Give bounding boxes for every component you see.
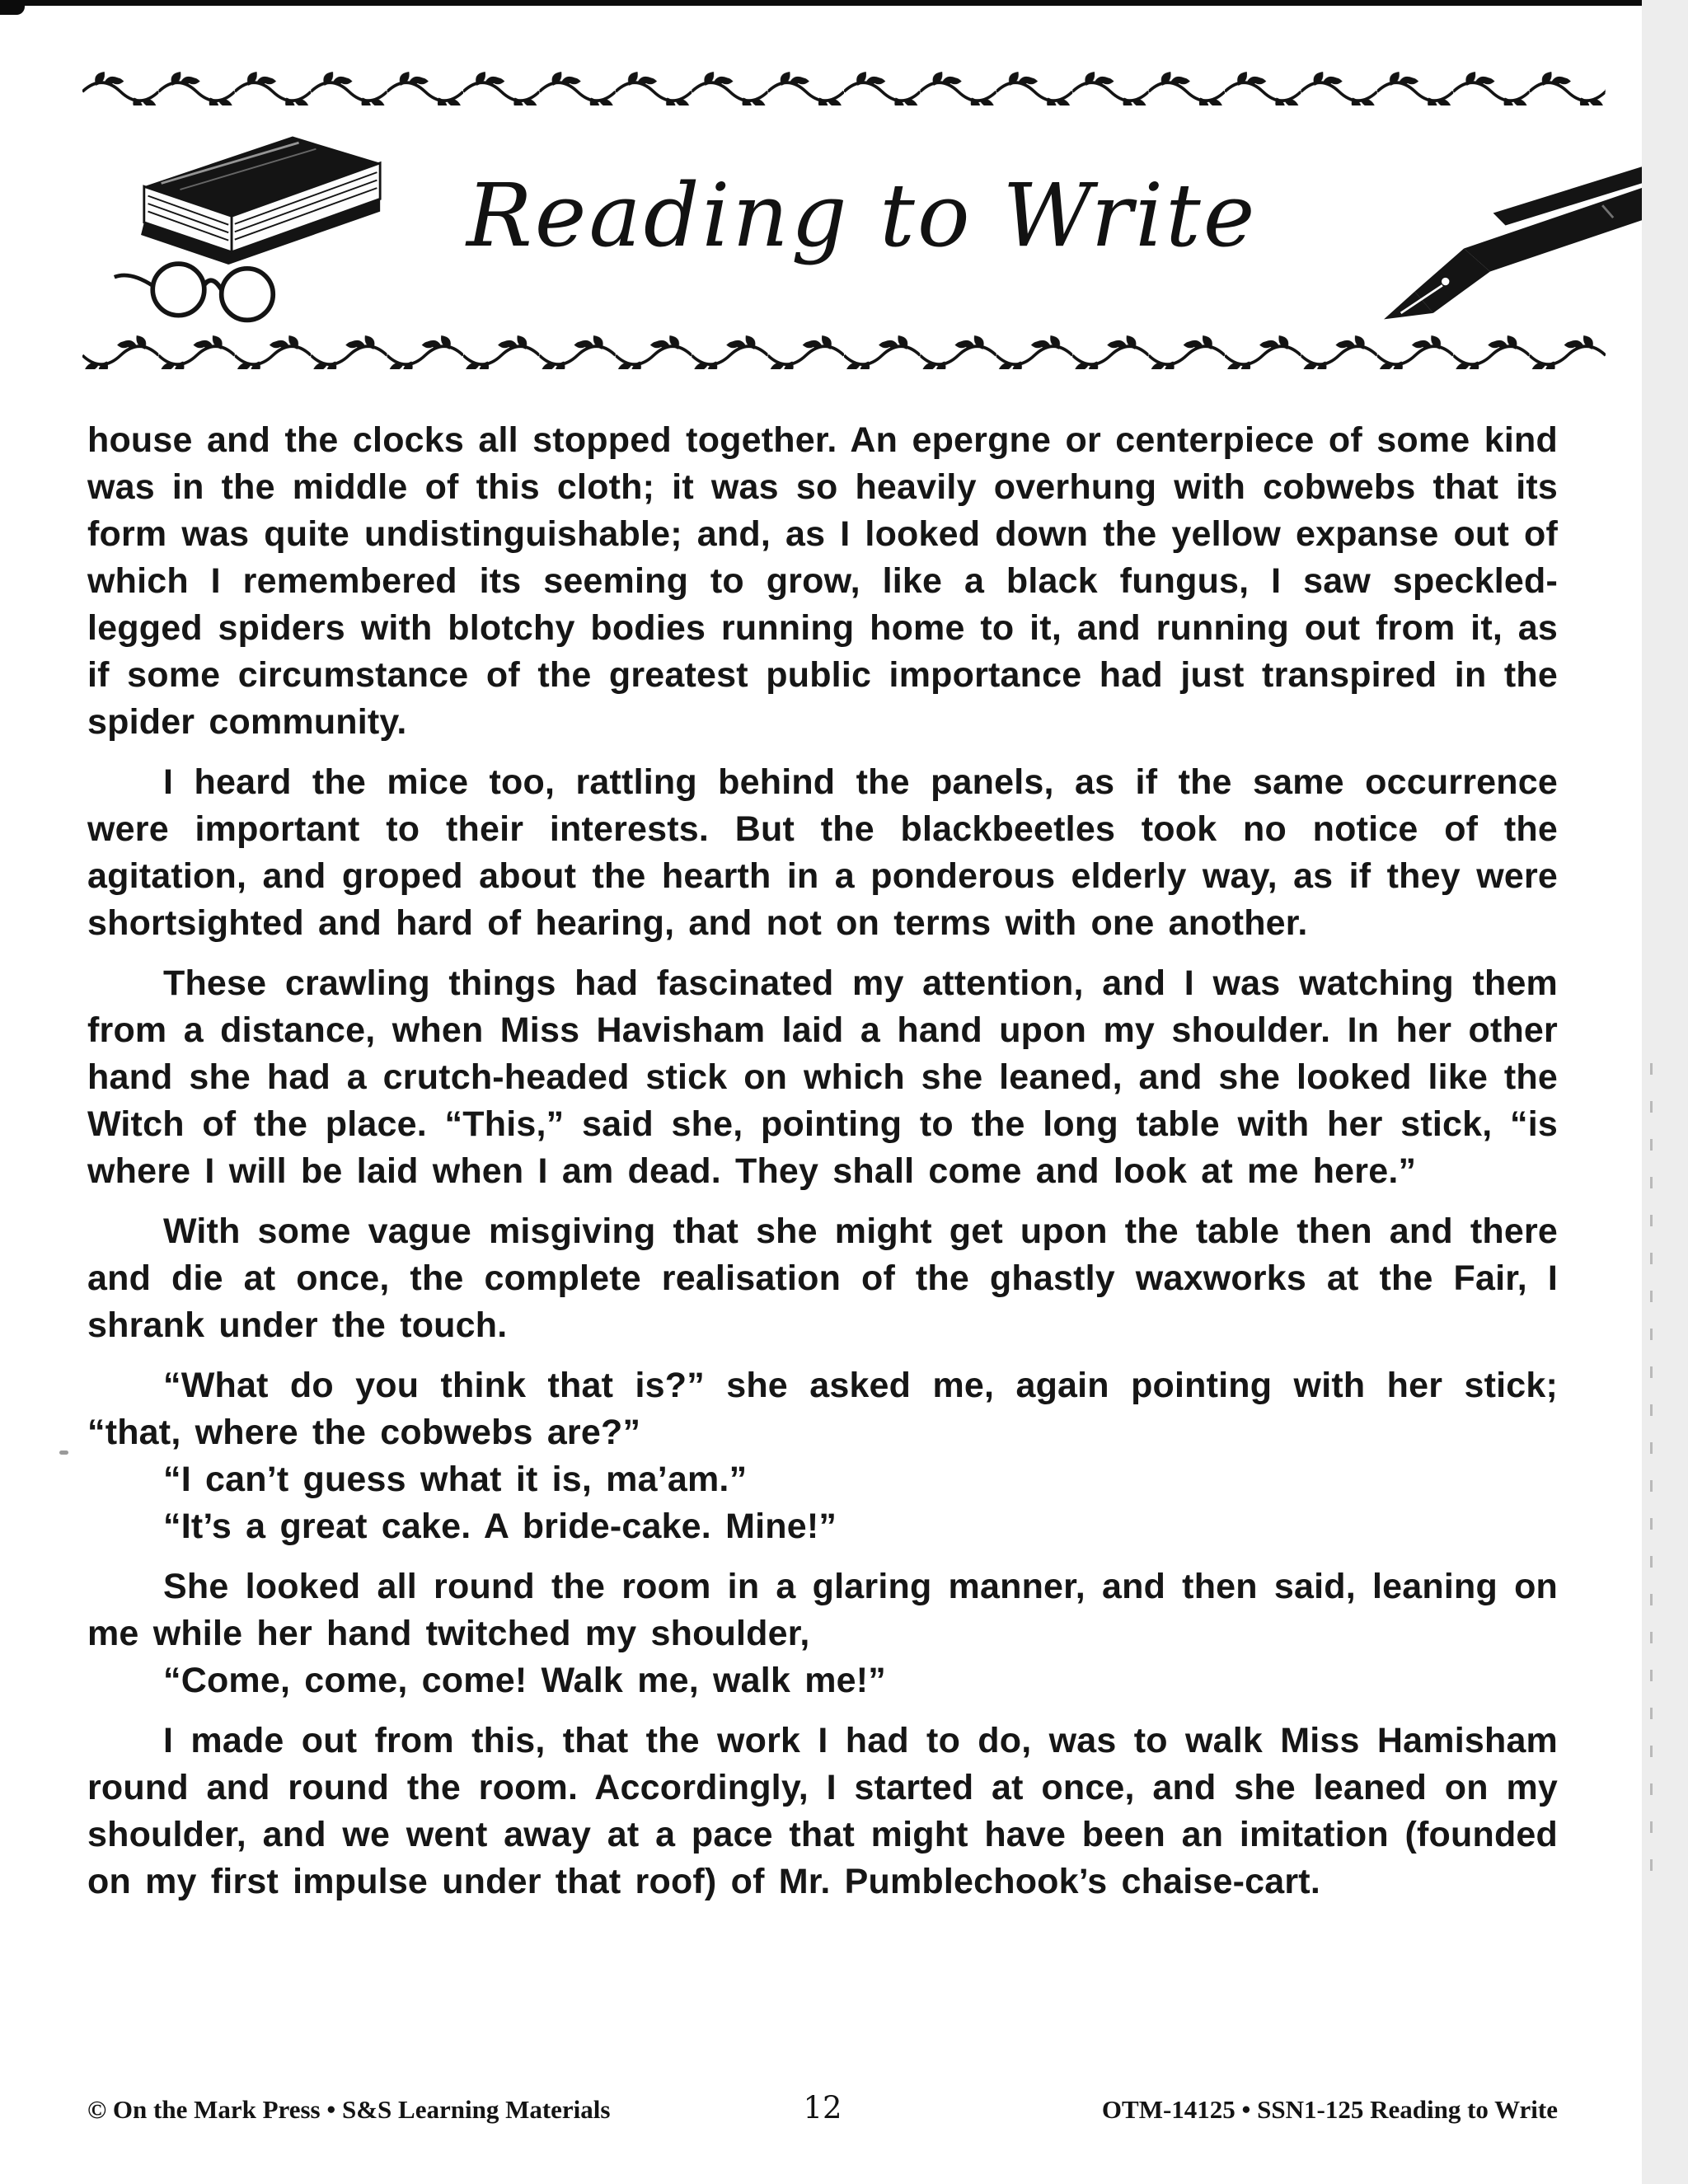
header-row xyxy=(82,105,1606,335)
paragraph: house and the clocks all stopped together. An epergne or centerpiece of some kind was in the middle of this cloth; it was so heavily overhung with cobwebs that its form was quite undistinguishable; and, as I looked down the yellow expanse out of which I remembered its seeming to grow, like a black fungus, I saw speckled-legged spiders with blotchy bodies running home to it, and running out from it, as if some circumstance of the greatest public importance had just transpired in the spider community. xyxy=(87,420,1558,742)
paragraph: “It’s a great cake. A bride-cake. Mine!” xyxy=(163,1507,837,1546)
paragraph: These crawling things had fascinated my attention, and I was watching them from a distance, when Miss Havisham laid a hand upon my shoulder. In her other hand she had a crutch-headed stick on which she leaned, and she looked like the Witch of the place. “This,” said she, pointing to the long table with her stick, “is where I will be laid when I am dead. They shall come and look at me here.” xyxy=(87,963,1558,1191)
paragraph: “Come, come, come! Walk me, walk me!” xyxy=(163,1661,886,1700)
fountain-pen-icon xyxy=(1258,134,1688,327)
book-with-eyeglasses-icon xyxy=(87,115,467,326)
paragraph: I made out from this, that the work I had to do, was to walk Miss Hamisham round and round the room. Accordingly, I started at once, and she leaned on my shoulder, and we went away at a pace that might have been an imitation (founded on my first impulse under that roof) of Mr. Pumblechook’s chaise-cart. xyxy=(87,1721,1558,1901)
text-body xyxy=(87,417,1558,1905)
paragraph: “What do you think that is?” she asked me, again pointing with her stick; “that, where the cobwebs are?” xyxy=(87,1366,1558,1452)
header xyxy=(82,71,1606,369)
scan-edge-top xyxy=(25,0,1688,6)
scan-edge-right xyxy=(1642,0,1688,2184)
scan-speckle xyxy=(59,1451,68,1455)
footer xyxy=(87,2090,1558,2125)
footer-page-number: 12 xyxy=(803,2090,842,2125)
footer-publisher: © On the Mark Press • S&S Learning Materials xyxy=(87,2095,611,2124)
paragraph: She looked all round the room in a glaring manner, and then said, leaning on me while her hand twitched my shoulder, xyxy=(87,1567,1558,1653)
footer-product-code: OTM-14125 • SSN1-125 Reading to Write xyxy=(1101,2095,1558,2124)
paragraph: “I can’t guess what it is, ma’am.” xyxy=(163,1460,748,1499)
paragraph: With some vague misgiving that she might get upon the table then and there and die at once, the complete realisation of the ghastly waxworks at the Fair, I shrank under the touch. xyxy=(87,1212,1558,1345)
vine-border-top-icon xyxy=(82,71,1606,105)
paragraph: I heard the mice too, rattling behind the panels, as if the same occurrence were important to their interests. But the blackbeetles took no notice of the agitation, and groped about the hearth in a ponderous elderly way, as if they were shortsighted and hard of hearing, and not on terms with one another. xyxy=(87,762,1558,943)
page-title: Reading to Write xyxy=(467,164,1258,266)
vine-border-bottom-icon xyxy=(82,335,1606,369)
